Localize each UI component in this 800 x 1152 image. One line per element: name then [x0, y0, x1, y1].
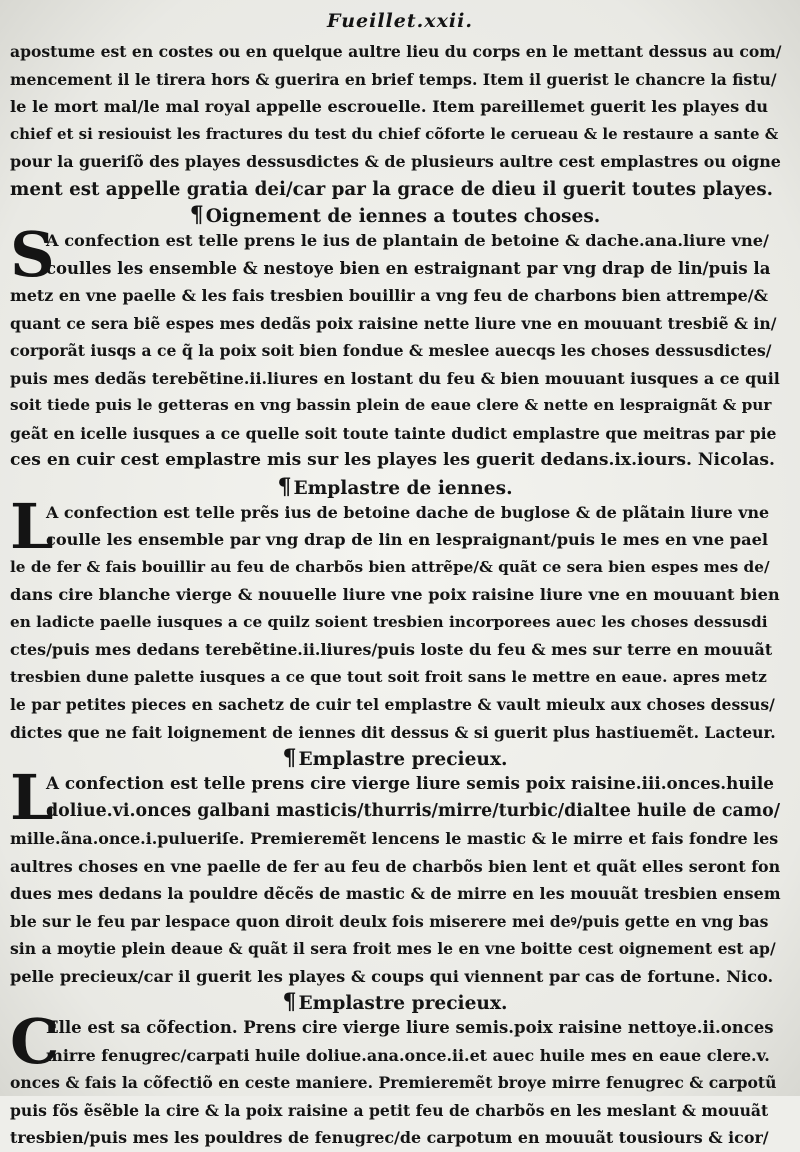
text-line: en ladicte paelle iusques a ce quilz soient tresbien incorporees auec les choses dessusdi: [10, 612, 768, 631]
text-line: mirre fenugrec/carpati huile doliue.ana.once.ii.et auec huile mes en eaue clere.v.: [46, 1045, 770, 1065]
text-line: pour la gueriſõ des playes dessusdictes & de plusieurs aultre cest emplastres ou oigne: [10, 152, 781, 171]
text-line: geãt en icelle iusques a ce quelle soit toute tainte dudict emplastre que meitras par pie: [10, 423, 777, 443]
intro-paragraph: [10, 38, 780, 203]
text-line: metz en vne paelle & les fais tresbien bouillir a vng feu de charbons bien attrempe/&: [10, 286, 768, 305]
text-line: dues mes dedans la pouldre dẽcẽs de mastic & de mirre en les mouuãt tresbien ensem: [10, 884, 781, 903]
text-line: ment est appelle gratia dei/car par la grace de dieu il guerit toutes playes.: [10, 178, 774, 200]
section-heading: ¶ Oignement de iennes a toutes choses.: [189, 202, 601, 228]
pilcrow-icon: ¶: [189, 202, 204, 228]
section-heading: ¶ Emplastre precieux.: [282, 745, 508, 771]
text-line: quant ce sera biẽ espes mes dedãs poix raisine nette liure vne en mouuant tresbiẽ & in/: [10, 313, 777, 333]
text-line: soit tiede puis le getteras en vng bassin plein de eaue clere & nette en lespraignãt & pur: [10, 396, 772, 414]
text-line: le par petites pieces en sachetz de cuir tel emplastre & vault mieulx aux choses dessus/: [10, 695, 775, 714]
text-line: coulle les ensemble par vng drap de lin en lespraignant/puis le mes en vne pael: [46, 530, 769, 549]
text-line: corporãt iusqs a ce q̃ la poix soit bien fondue & meslee auecqs les choses dessusdictes/: [10, 341, 772, 360]
text-line: doliue.vi.onces galbani masticis/thurris/mirre/turbic/dialtee huile de camo/: [46, 800, 781, 821]
text-line: le le mort mal/le mal royal appelle escrouelle. Item pareillemet guerit les playes du: [10, 97, 768, 116]
pilcrow-icon: ¶: [282, 745, 297, 771]
text-line: dictes que ne fait loignement de iennes dit dessus & si guerit plus hastiuemẽt. Lacteur.: [10, 722, 776, 742]
section-body: [10, 761, 781, 990]
text-line: tresbien dune palette iusques a ce que tout soit froit sans le mettre en eaue. apres metz: [10, 667, 767, 686]
text-line: sin a moytie plein deaue & quãt il sera froit mes le en vne boitte cest oignement est ap/: [10, 939, 776, 958]
text-line: A confection est telle prens le ius de plantain de betoine & dache.ana.liure vne/: [46, 231, 769, 250]
text-line: ces en cuir cest emplastre mis sur les playes les guerit dedans.ix.iours. Nicolas.: [10, 450, 775, 470]
text-line: ble sur le feu par lespace quon diroit deulx fois miserere mei deꝰ/puis gette en vng bas: [10, 911, 769, 931]
text-line: apostume est en costes ou en quelque aultre lieu du corps en le mettant dessus au com/: [10, 42, 782, 61]
text-line: ctes/puis mes dedans terebẽtine.ii.liures/puis loste du feu & mes sur terre en mouuãt: [10, 640, 773, 659]
text-line: coulles les ensemble & nestoye bien en estraignant par vng drap de lin/puis la: [46, 258, 771, 278]
section-body: [10, 1005, 780, 1152]
text-line: A confection est telle prens cire vierge liure semis poix raisine.iii.onces.huile: [46, 773, 774, 793]
page-text: [10, 38, 780, 1152]
text-line: chief et si resiouist les fractures du test du chief cõforte le cerueau & le restaure a sante &: [10, 124, 779, 143]
section-body: [10, 218, 780, 475]
text-line: aultres choses en vne paelle de fer au feu de charbõs bien lent et quãt elles seront fon: [10, 856, 781, 876]
drop-cap: L: [10, 761, 54, 834]
text-line: tresbien/puis mes les pouldres de fenugrec/de carpotum en mouuãt tousiours & icor/: [10, 1128, 769, 1147]
text-line: le de fer & fais bouillir au feu de charbõs bien attrẽpe/& quãt ce sera bien espes mes de/: [10, 557, 770, 576]
section-heading: ¶ Emplastre de iennes.: [277, 473, 513, 500]
drop-cap: C: [10, 1005, 60, 1078]
text-line: mencement il le tirera hors & guerira en brief temps. Item il guerist le chancre la fistu/: [10, 69, 777, 89]
section-body: [10, 489, 780, 747]
text-line: A confection est telle prẽs ius de betoine dache de buglose & de plãtain liure vne: [46, 502, 770, 522]
pilcrow-icon: ¶: [282, 989, 297, 1015]
section-heading: ¶ Emplastre precieux.: [282, 989, 508, 1015]
text-line: pelle precieux/car il guerit les playes & coups qui viennent par cas de fortune. Nico.: [10, 966, 774, 986]
text-line: Elle est sa cõfection. Prens cire vierge liure semis.poix raisine nettoye.ii.onces: [46, 1018, 774, 1037]
pilcrow-icon: ¶: [277, 473, 292, 500]
text-line: dans cire blanche vierge & nouuelle liure vne poix raisine liure vne en mouuant bien: [10, 585, 780, 604]
text-line: mille.ãna.once.i.pulueriſe. Premieremẽt lencens le mastic & le mirre et fais fondre les: [10, 829, 779, 848]
text-line: puis mes dedãs terebẽtine.ii.liures en lostant du feu & bien mouuant iusques a ce quil: [10, 368, 780, 388]
drop-cap: S: [10, 218, 55, 291]
text-line: onces & fais la cõfectiõ en ceste maniere. Premieremẽt broye mirre fenugrec & carpotũ: [10, 1073, 777, 1092]
drop-cap: L: [10, 489, 54, 563]
text-line: puis fõs ẽsẽble la cire & la poix raisine a petit feu de charbõs en les meslant & mouuãt: [10, 1100, 769, 1120]
folio-header: Fueillet.xxii.: [327, 10, 473, 32]
